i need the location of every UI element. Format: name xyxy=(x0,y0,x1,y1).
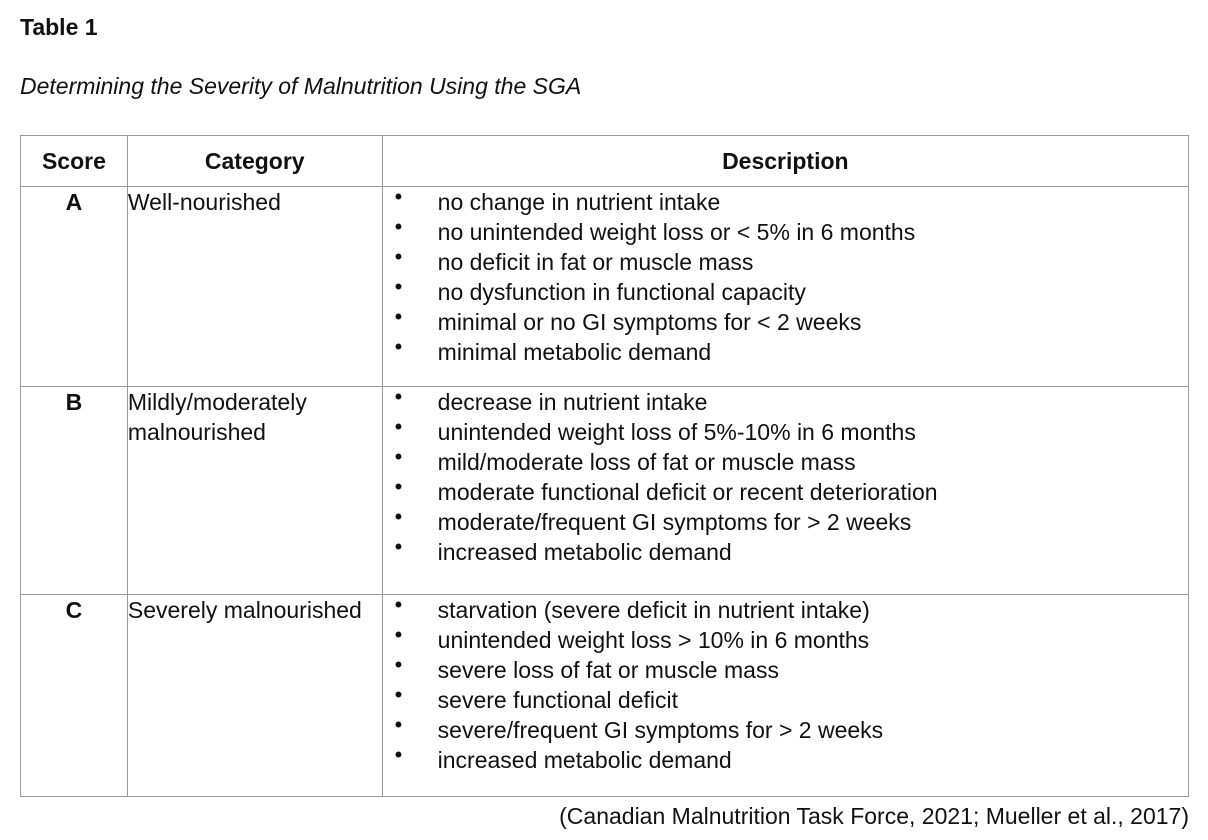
bullet-icon: • xyxy=(394,274,403,299)
score-cell: A xyxy=(21,187,128,387)
bullet-icon: • xyxy=(394,384,403,409)
description-item xyxy=(383,712,1188,745)
bullet-icon: • xyxy=(394,652,403,677)
bullet-icon: • xyxy=(394,592,403,617)
description-item xyxy=(383,214,1188,247)
description-text: minimal metabolic demand xyxy=(437,339,712,365)
description-text: no change in nutrient intake xyxy=(437,189,721,215)
category-cell: Mildly/moderately malnourished xyxy=(127,387,382,595)
description-text: unintended weight loss > 10% in 6 months xyxy=(437,627,870,653)
bullet-icon: • xyxy=(394,414,403,439)
description-text: no deficit in fat or muscle mass xyxy=(437,249,754,275)
description-cell xyxy=(382,592,1188,797)
bullet-icon: • xyxy=(394,622,403,647)
description-item xyxy=(383,682,1188,715)
description-cell xyxy=(382,184,1188,387)
description-cell xyxy=(382,384,1188,595)
description-item xyxy=(383,244,1188,277)
citation: (Canadian Malnutrition Task Force, 2021; Mueller et al., 2017) xyxy=(559,803,1189,829)
bullet-icon: • xyxy=(394,214,403,239)
header-category: Category xyxy=(127,136,382,187)
description-text: minimal or no GI symptoms for < 2 weeks xyxy=(437,309,862,335)
description-item xyxy=(383,334,1188,367)
description-item xyxy=(383,592,1188,625)
bullet-icon: • xyxy=(394,304,403,329)
description-list xyxy=(383,384,1188,567)
category-cell: Well-nourished xyxy=(127,187,382,387)
table-row-score-a xyxy=(21,187,1189,387)
bullet-icon: • xyxy=(394,474,403,499)
description-item xyxy=(383,534,1188,567)
description-item xyxy=(383,184,1188,217)
bullet-icon: • xyxy=(394,534,403,559)
description-list xyxy=(383,184,1188,367)
table-label: Table 1 xyxy=(20,14,98,40)
description-text: moderate functional deficit or recent deterioration xyxy=(437,479,938,505)
description-item xyxy=(383,474,1188,507)
score-cell: B xyxy=(21,387,128,595)
bullet-icon: • xyxy=(394,244,403,269)
description-item xyxy=(383,414,1188,447)
description-item xyxy=(383,274,1188,307)
description-item xyxy=(383,742,1188,775)
description-item xyxy=(383,304,1188,337)
bullet-icon: • xyxy=(394,712,403,737)
table-title: Determining the Severity of Malnutrition Using the SGA xyxy=(20,73,582,99)
description-item xyxy=(383,504,1188,537)
description-item xyxy=(383,444,1188,477)
table-header-row xyxy=(21,136,1189,187)
description-list xyxy=(383,592,1188,775)
description-text: severe/frequent GI symptoms for > 2 weeks xyxy=(437,717,884,743)
sga-severity-table xyxy=(20,135,1189,797)
table-row-score-c xyxy=(21,595,1189,797)
description-text: mild/moderate loss of fat or muscle mass xyxy=(437,449,856,475)
bullet-icon: • xyxy=(394,334,403,359)
description-item xyxy=(383,622,1188,655)
bullet-icon: • xyxy=(394,444,403,469)
description-text: starvation (severe deficit in nutrient intake) xyxy=(437,597,870,623)
description-item xyxy=(383,652,1188,685)
description-text: increased metabolic demand xyxy=(437,539,732,565)
score-cell: C xyxy=(21,595,128,797)
description-item xyxy=(383,384,1188,417)
description-text: no unintended weight loss or < 5% in 6 months xyxy=(437,219,916,245)
description-text: unintended weight loss of 5%-10% in 6 months xyxy=(437,419,916,445)
description-text: no dysfunction in functional capacity xyxy=(437,279,806,305)
bullet-icon: • xyxy=(394,504,403,529)
header-description: Description xyxy=(382,136,1188,187)
bullet-icon: • xyxy=(394,742,403,767)
description-text: decrease in nutrient intake xyxy=(437,389,708,415)
description-text: increased metabolic demand xyxy=(437,747,732,773)
description-text: moderate/frequent GI symptoms for > 2 weeks xyxy=(437,509,912,535)
bullet-icon: • xyxy=(394,682,403,707)
table-row-score-b xyxy=(21,387,1189,595)
description-text: severe loss of fat or muscle mass xyxy=(437,657,779,683)
header-score: Score xyxy=(21,136,128,187)
bullet-icon: • xyxy=(394,184,403,209)
description-text: severe functional deficit xyxy=(437,687,679,713)
category-cell: Severely malnourished xyxy=(127,595,382,797)
